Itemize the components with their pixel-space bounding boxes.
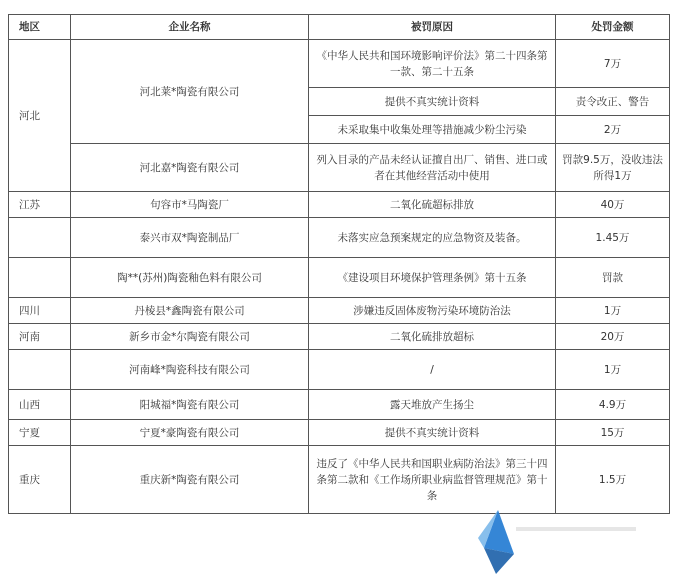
company-cell: 泰兴市双*陶瓷制品厂 [71,218,309,258]
table-row [9,390,670,420]
amount-cell: 40万 [556,192,670,218]
region-cell-empty [9,218,71,258]
region-cell: 江苏 [9,192,71,218]
header-company: 企业名称 [71,15,309,40]
company-cell: 重庆新*陶瓷有限公司 [71,446,309,514]
header-amount: 处罚金额 [556,15,670,40]
region-cell: 河南 [9,324,71,350]
table-row [9,324,670,350]
table-header-row [9,15,670,40]
amount-cell: 1万 [556,350,670,390]
amount-cell: 7万 [556,40,670,88]
table-row [9,218,670,258]
table-row [9,258,670,298]
reason-cell: / [309,350,556,390]
reason-cell: 《建设项目环境保护管理条例》第十五条 [309,258,556,298]
reason-cell: 涉嫌违反固体废物污染环境防治法 [309,298,556,324]
region-cell: 重庆 [9,446,71,514]
amount-cell: 1.45万 [556,218,670,258]
amount-cell: 1.5万 [556,446,670,514]
reason-cell: 未采取集中收集处理等措施减少粉尘污染 [309,116,556,144]
company-cell: 句容市*马陶瓷厂 [71,192,309,218]
region-cell-empty [9,258,71,298]
company-cell: 阳城福*陶瓷有限公司 [71,390,309,420]
reason-cell: 提供不真实统计资料 [309,88,556,116]
company-cell: 河北嘉*陶瓷有限公司 [71,144,309,192]
amount-cell: 15万 [556,420,670,446]
region-cell: 四川 [9,298,71,324]
header-reason: 被罚原因 [309,15,556,40]
reason-cell: 未落实应急预案规定的应急物资及装备。 [309,218,556,258]
reason-cell: 提供不真实统计资料 [309,420,556,446]
reason-cell: 违反了《中华人民共和国职业病防治法》第三十四条第二款和《工作场所职业病监督管理规范》第十条 [309,446,556,514]
header-region: 地区 [9,15,71,40]
company-cell: 陶**(苏州)陶瓷釉色料有限公司 [71,258,309,298]
amount-cell: 20万 [556,324,670,350]
watermark-bar [516,527,636,531]
amount-cell: 罚款9.5万，没收违法所得1万 [556,144,670,192]
amount-cell: 1万 [556,298,670,324]
amount-cell: 4.9万 [556,390,670,420]
table-row [9,350,670,390]
reason-cell: 露天堆放产生扬尘 [309,390,556,420]
reason-cell: 二氧化硫排放超标 [309,324,556,350]
amount-cell: 2万 [556,116,670,144]
blue-triangle-logo-icon [476,508,516,578]
reason-cell: 列入目录的产品未经认证擅自出厂、销售、进口或者在其他经营活动中使用 [309,144,556,192]
region-cell: 宁夏 [9,420,71,446]
amount-cell: 责令改正、警告 [556,88,670,116]
region-cell-empty [9,350,71,390]
company-cell: 河北莱*陶瓷有限公司 [71,40,309,144]
reason-cell: 《中华人民共和国环境影响评价法》第二十四条第一款、第二十五条 [309,40,556,88]
table-row [9,298,670,324]
company-cell: 丹棱县*鑫陶瓷有限公司 [71,298,309,324]
watermark [476,508,676,578]
reason-cell: 二氧化硫超标排放 [309,192,556,218]
company-cell: 新乡市金*尔陶瓷有限公司 [71,324,309,350]
table-row [9,446,670,514]
penalty-table [8,14,670,514]
table-row [9,192,670,218]
region-cell: 山西 [9,390,71,420]
amount-cell: 罚款 [556,258,670,298]
region-cell: 河北 [9,40,71,192]
company-cell: 宁夏*豪陶瓷有限公司 [71,420,309,446]
table-row [9,40,670,88]
table-row [9,420,670,446]
table-row [9,144,670,192]
company-cell: 河南峰*陶瓷科技有限公司 [71,350,309,390]
